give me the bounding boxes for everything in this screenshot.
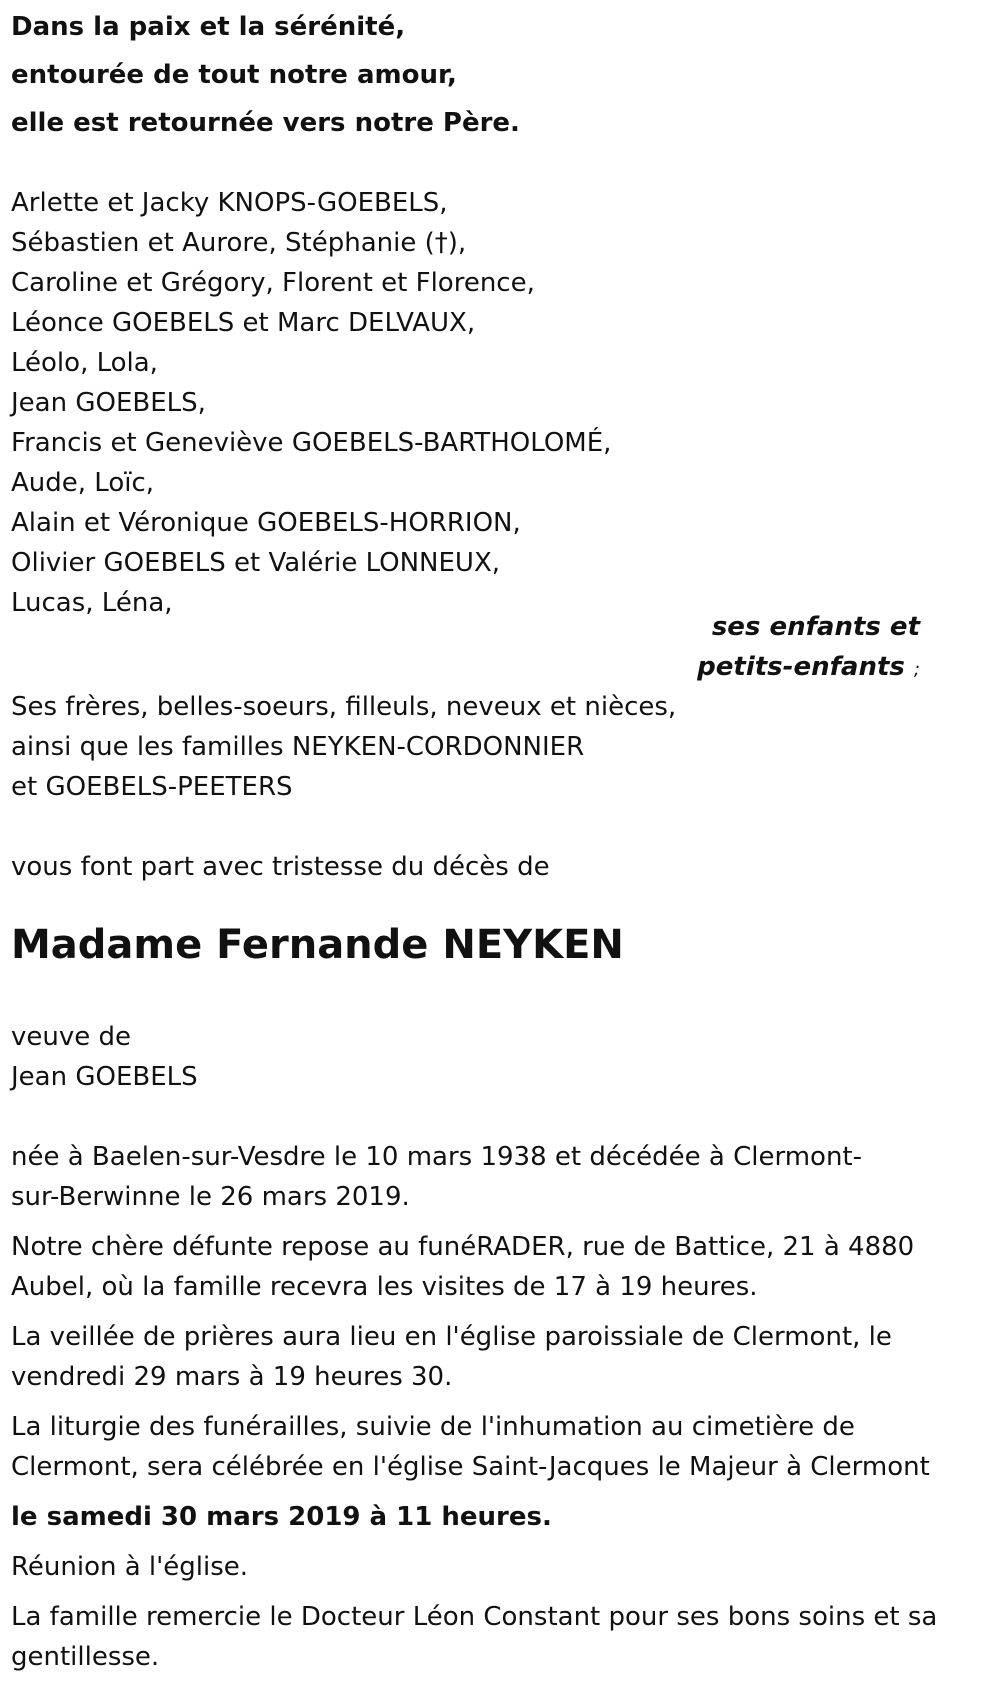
funeral-date: le samedi 30 mars 2019 à 11 heures.: [11, 1502, 552, 1532]
intro-line-2: entourée de tout notre amour,: [11, 60, 457, 90]
relatives-line: Ses frères, belles-soeurs, filleuls, neveux et nièces,: [11, 692, 677, 722]
family-note-punct: ;: [913, 659, 920, 680]
funeral-line: La liturgie des funérailles, suivie de l'inhumation au cimetière de: [11, 1412, 855, 1442]
announcement: vous font part avec tristesse du décès de: [11, 852, 550, 882]
family-line: Léolo, Lola,: [11, 348, 158, 378]
family-line: Lucas, Léna,: [11, 588, 173, 618]
family-line: Aude, Loïc,: [11, 468, 155, 498]
intro-line-1: Dans la paix et la sérénité,: [11, 12, 406, 42]
widow-line: Jean GOEBELS: [11, 1062, 198, 1092]
family-line: Arlette et Jacky KNOPS-GOEBELS,: [11, 188, 448, 218]
family-line: Olivier GOEBELS et Valérie LONNEUX,: [11, 548, 501, 578]
relatives-line: et GOEBELS-PEETERS: [11, 772, 293, 802]
family-line: Léonce GOEBELS et Marc DELVAUX,: [11, 308, 476, 338]
family-line: Sébastien et Aurore, Stéphanie (†),: [11, 228, 467, 258]
family-line: Jean GOEBELS,: [11, 388, 206, 418]
thanks-line: La famille remercie le Docteur Léon Constant pour ses bons soins et sa: [11, 1602, 938, 1632]
deceased-name: Madame Fernande NEYKEN: [11, 922, 624, 968]
thanks-line: gentillesse.: [11, 1642, 160, 1672]
relatives-line: ainsi que les familles NEYKEN-CORDONNIER: [11, 732, 585, 762]
family-note-text: petits-enfants: [697, 652, 905, 682]
vigil-line: La veillée de prières aura lieu en l'église paroissiale de Clermont, le: [11, 1322, 892, 1352]
family-note-line-2: [697, 650, 920, 687]
family-line: Francis et Geneviève GOEBELS-BARTHOLOMÉ,: [11, 428, 612, 458]
family-line: Caroline et Grégory, Florent et Florence,: [11, 268, 535, 298]
family-line: Alain et Véronique GOEBELS-HORRION,: [11, 508, 521, 538]
family-note-line-1: ses enfants et: [711, 612, 920, 642]
vigil-line: vendredi 29 mars à 19 heures 30.: [11, 1362, 453, 1392]
rest-line: Notre chère défunte repose au funéRADER, rue de Battice, 21 à 4880: [11, 1232, 915, 1262]
intro-line-3: elle est retournée vers notre Père.: [11, 108, 520, 138]
meeting-line: Réunion à l'église.: [11, 1552, 249, 1582]
funeral-line: Clermont, sera célébrée en l'église Saint-Jacques le Majeur à Clermont: [11, 1452, 930, 1482]
birth-death-line: sur-Berwinne le 26 mars 2019.: [11, 1182, 410, 1212]
birth-death-line: née à Baelen-sur-Vesdre le 10 mars 1938 et décédée à Clermont-: [11, 1142, 863, 1172]
widow-line: veuve de: [11, 1022, 132, 1052]
rest-line: Aubel, où la famille recevra les visites de 17 à 19 heures.: [11, 1272, 758, 1302]
